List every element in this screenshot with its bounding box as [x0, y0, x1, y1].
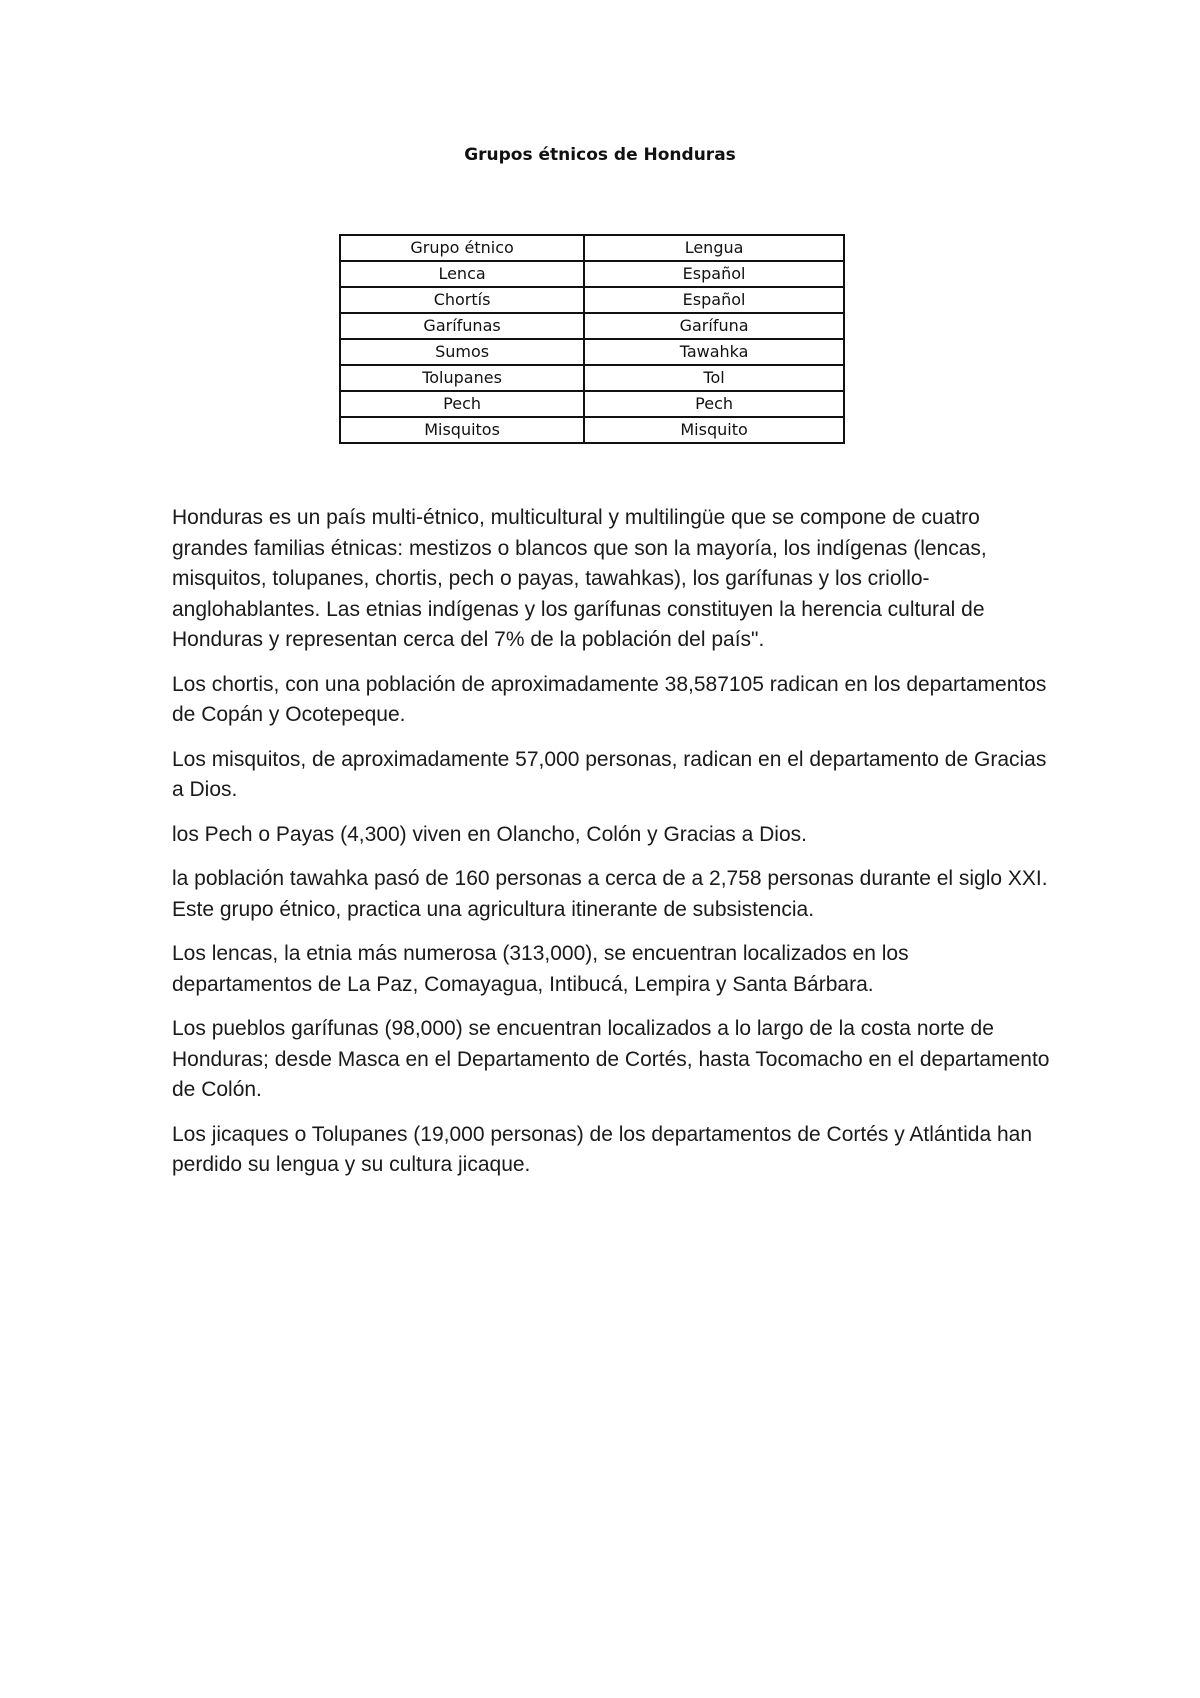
cell-ethnic-group: Pech: [340, 391, 584, 417]
paragraph-misquitos: Los misquitos, de aproximadamente 57,000 personas, radican en el departamento de Gracias a Dios.: [172, 747, 1047, 801]
cell-language: Español: [584, 261, 844, 287]
cell-ethnic-group: Chortís: [340, 287, 584, 313]
table-row: [340, 261, 844, 287]
paragraph-tawahka: la población tawahka pasó de 160 personas a cerca de a 2,758 personas durante el siglo XXI. Este grupo étnico, practica una agricultura itinerante de subsistencia.: [172, 867, 1048, 921]
paragraph-intro: Honduras es un país multi-étnico, multicultural y multilingüe que se compone de cuatro grandes familias étnicas: mestizos o blancos que son la mayoría, los indígenas (lencas, misquitos, tolupanes, chortis, pech o payas, tawahkas), los garífunas y los criollo- anglohablantes. Las etnias indígenas y los garífunas constituyen la herencia cultural de Honduras y representan cerca del 7% de la población del país".: [172, 506, 987, 651]
paragraph-garifunas: Los pueblos garífunas (98,000) se encuentran localizados a lo largo de la costa norte de Honduras; desde Masca en el Departamento de Cortés, hasta Tocomacho en el departamento de Colón.: [172, 1017, 1050, 1101]
cell-ethnic-group: Garífunas: [340, 313, 584, 339]
table-row: [340, 287, 844, 313]
cell-language: Garífuna: [584, 313, 844, 339]
table-header-row: [340, 235, 844, 261]
cell-ethnic-group: Lenca: [340, 261, 584, 287]
cell-language: Pech: [584, 391, 844, 417]
table-row: [340, 339, 844, 365]
body-text: [172, 503, 1052, 1195]
cell-language: Español: [584, 287, 844, 313]
ethnic-groups-table: [339, 234, 845, 444]
paragraph-lencas: Los lencas, la etnia más numerosa (313,000), se encuentran localizados en los departamentos de La Paz, Comayagua, Intibucá, Lempira y Santa Bárbara.: [172, 942, 909, 996]
cell-language: Misquito: [584, 417, 844, 443]
cell-language: Tawahka: [584, 339, 844, 365]
paragraph-tolupanes: Los jicaques o Tolupanes (19,000 personas) de los departamentos de Cortés y Atlántida han perdido su lengua y su cultura jicaque.: [172, 1122, 1033, 1176]
paragraph-chortis: Los chortis, con una población de aproximadamente 38,587105 radican en los departamentos de Copán y Ocotepeque.: [172, 672, 1047, 726]
document-title: Grupos étnicos de Honduras: [464, 145, 736, 165]
table-row: [340, 365, 844, 391]
cell-language: Tol: [584, 365, 844, 391]
header-ethnic-group: Grupo étnico: [340, 235, 584, 261]
table-row: [340, 391, 844, 417]
cell-ethnic-group: Sumos: [340, 339, 584, 365]
cell-ethnic-group: Misquitos: [340, 417, 584, 443]
cell-ethnic-group: Tolupanes: [340, 365, 584, 391]
paragraph-pech: los Pech o Payas (4,300) viven en Olancho, Colón y Gracias a Dios.: [172, 822, 807, 846]
table-row: [340, 417, 844, 443]
header-language: Lengua: [584, 235, 844, 261]
table-row: [340, 313, 844, 339]
